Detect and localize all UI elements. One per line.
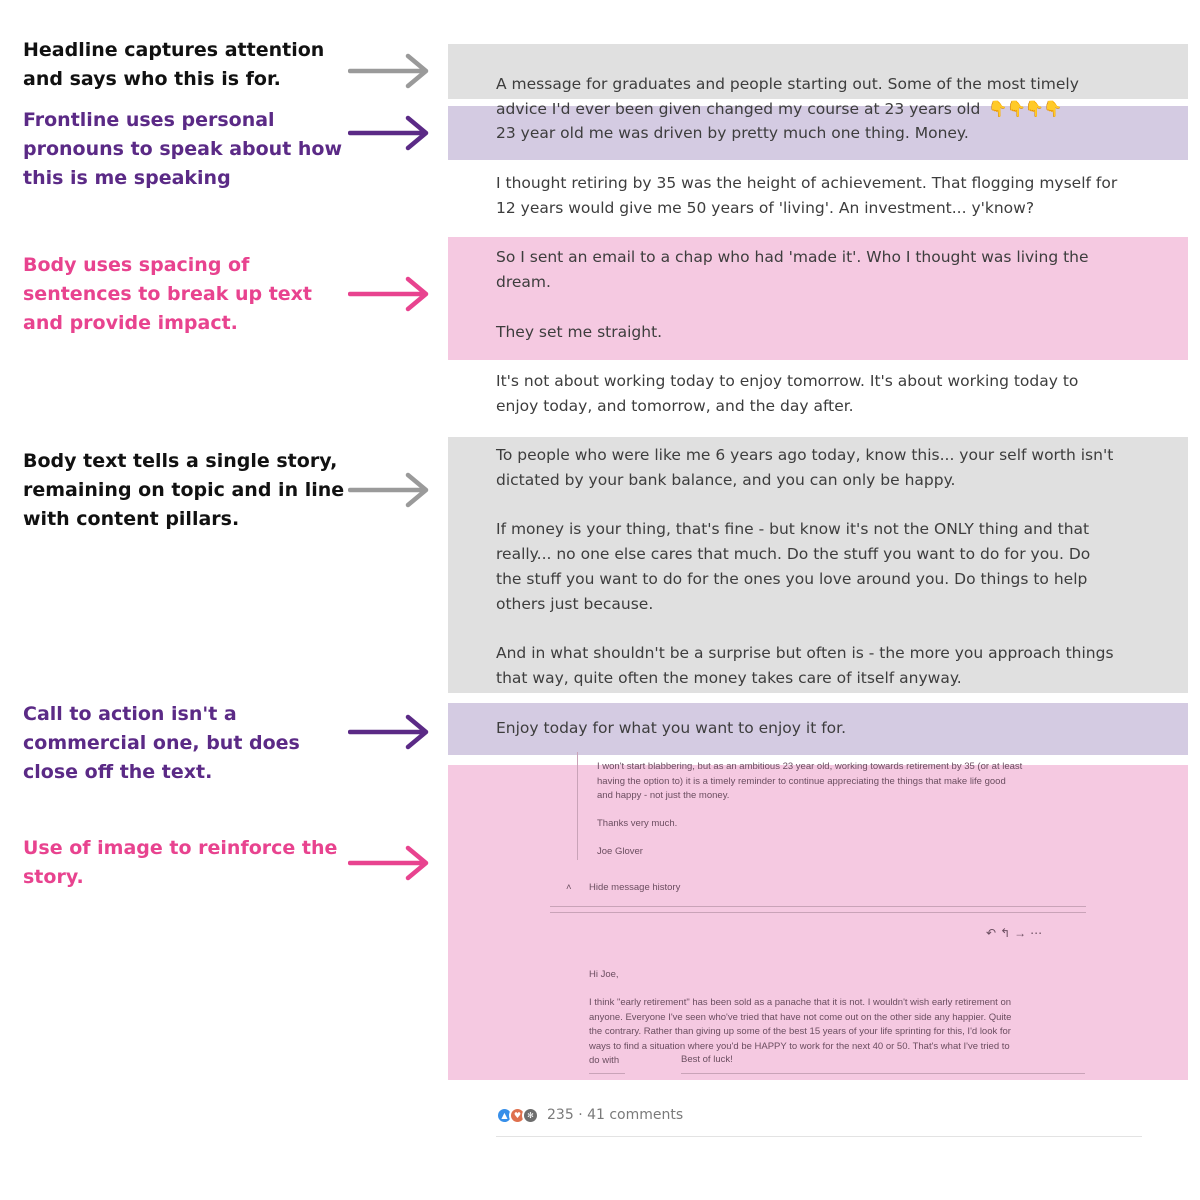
annotation-call-to-action: Call to action isn't a commercial one, but does close off the text. [23,703,300,783]
post-call-to-action: Enjoy today for what you want to enjoy it for. [496,719,847,737]
hide-history-link[interactable]: Hide message history [589,882,681,893]
headline-text: A message for graduates and people starting out. Some of the most timely advice I'd ever been given changed my course at 23 years old [496,75,1079,118]
reply-all-icon[interactable]: ↰ [1000,926,1015,940]
like-icon: ▲ [496,1107,513,1124]
divider [550,906,1086,907]
email-reply: I think "early retirement" has been sold as a panache that it is not. I wouldn't wish early retirement on anyone. Everyone I've seen who've tried that have not come out on the other side any happier. Quite the contrary. Rather than giving up some of the best 15 years of your life sprinting for this, I'd look for ways to find a situation where you'd be HAPPY to work for the next 40 or 50. That's what I've tried to do with [589,997,1012,1066]
love-icon: ♥ [509,1107,526,1124]
post-paragraph: If money is your thing, that's fine - but know it's not the ONLY thing and that really... no one else cares that much. Do the stuff you want to do for you. Do the stuff you want to do for the ones you love around you. Do things to help others just because. [496,520,1091,613]
reaction-count[interactable]: 235 [547,1107,574,1123]
email-sign-off: Best of luck! [681,1054,733,1065]
post-paragraph: It's not about working today to enjoy tomorrow. It's about working today to enjoy today, and tomorrow, and the day after. [496,372,1079,415]
annotation-frontline: Frontline uses personal pronouns to speak about how this is me speaking [23,109,343,189]
more-icon[interactable]: ⋯ [1030,926,1047,940]
divider [550,912,1086,913]
annotation-headline: Headline captures attention and says who this is for. [23,39,325,90]
reaction-stats [547,1107,683,1123]
email-signature: Joe Glover [597,846,643,857]
celebrate-icon: ✻ [522,1107,539,1124]
reactions-bar[interactable] [496,1104,683,1126]
email-quote: I won't start blabbering, but as an ambitious 23 year old, working towards retirement by 35 (or at least having the option to) it is a timely reminder to continue appreciating the things that make life good and happy - not just the money. [597,761,1023,801]
post-paragraph: I thought retiring by 35 was the height of achievement. That flogging myself for 12 years would give me 50 years of 'living'. An investment... y'know? [496,174,1118,217]
post-headline [496,47,1156,122]
divider [589,1073,625,1074]
footer-divider [496,1136,1142,1137]
chevron-up-icon[interactable]: ˄ [566,882,572,893]
pointing-down-icon: 👇👇👇👇 [988,100,1062,118]
arrow-right-icon [348,714,432,750]
post-paragraph: And in what shouldn't be a surprise but often is - the more you approach things that way, quite often the money takes care of itself anyway. [496,644,1114,687]
annotation-single-story: Body text tells a single story, remaining on topic and in line with content pillars. [23,450,345,530]
arrow-right-icon [348,472,432,508]
arrow-right-icon [348,115,432,151]
comments-count[interactable]: 41 comments [587,1107,684,1123]
annotation-body-spacing: Body uses spacing of sentences to break up text and provide impact. [23,254,313,334]
email-thanks: Thanks very much. [597,818,678,829]
quote-bar [577,752,578,860]
email-greeting: Hi Joe, [589,969,619,980]
arrow-right-icon [348,845,432,881]
annotation-image-use: Use of image to reinforce the story. [23,837,338,888]
post-paragraph: To people who were like me 6 years ago today, know this... your self worth isn't dictated by your bank balance, and you can only be happy. [496,446,1114,489]
post-paragraph: They set me straight. [496,323,663,341]
forward-icon[interactable]: → [1014,926,1031,940]
post-frontline: 23 year old me was driven by pretty much one thing. Money. [496,124,969,142]
arrow-right-icon [348,276,432,312]
divider [681,1073,1085,1074]
reply-icon[interactable]: ↶ [986,926,1001,940]
post-paragraph: So I sent an email to a chap who had 'made it'. Who I thought was living the dream. [496,248,1089,291]
email-actions [986,926,1046,941]
separator: · [578,1107,583,1123]
arrow-right-icon [348,53,432,89]
